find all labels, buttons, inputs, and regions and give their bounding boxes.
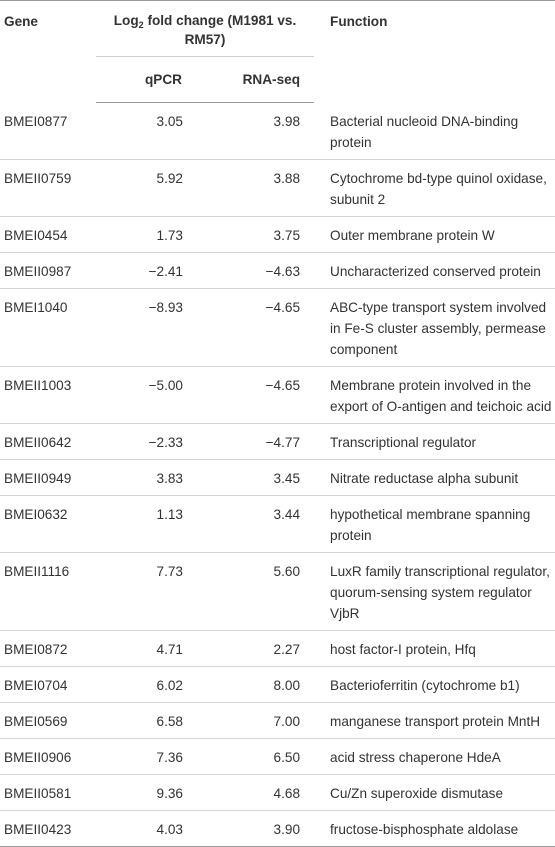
qpcr-cell: 7.73 [96, 552, 198, 630]
rnaseq-cell: −4.65 [198, 366, 314, 423]
gene-cell: BMEII0759 [0, 159, 96, 216]
rnaseq-cell: 3.88 [198, 159, 314, 216]
function-cell: Bacterial nucleoid DNA-binding protein [314, 103, 555, 160]
function-cell: Cytochrome bd-type quinol oxidase, subunit 2 [314, 159, 555, 216]
rnaseq-cell: 3.45 [198, 459, 314, 495]
qpcr-cell: 6.02 [96, 666, 198, 702]
gene-cell: BMEI1040 [0, 288, 96, 366]
table-row [0, 630, 555, 666]
function-cell: Cu/Zn superoxide dismutase [314, 774, 555, 810]
qpcr-cell: 4.71 [96, 630, 198, 666]
gene-cell: BMEI0877 [0, 103, 96, 160]
qpcr-cell: 4.03 [96, 810, 198, 846]
gene-cell: BMEI0569 [0, 702, 96, 738]
qpcr-cell: 3.83 [96, 459, 198, 495]
table-row [0, 552, 555, 630]
gene-cell: BMEII1116 [0, 552, 96, 630]
fold-change-prefix: Log [113, 13, 139, 28]
function-cell: fructose-bisphosphate aldolase [314, 810, 555, 846]
function-column-header: Function [314, 1, 555, 103]
function-cell: Nitrate reductase alpha subunit [314, 459, 555, 495]
table-row [0, 810, 555, 846]
gene-cell: BMEI0872 [0, 630, 96, 666]
function-cell: ABC-type transport system involved in Fe-S cluster assembly, permease component [314, 288, 555, 366]
gene-cell: BMEII1003 [0, 366, 96, 423]
qpcr-cell: 6.58 [96, 702, 198, 738]
function-cell: Bacterioferritin (cytochrome b1) [314, 666, 555, 702]
rnaseq-cell: 6.50 [198, 738, 314, 774]
qpcr-cell: 3.05 [96, 103, 198, 160]
table-row [0, 103, 555, 160]
gene-cell: BMEI0454 [0, 216, 96, 252]
table-header [0, 1, 555, 103]
function-cell: Outer membrane protein W [314, 216, 555, 252]
rnaseq-cell: 3.90 [198, 810, 314, 846]
function-cell: acid stress chaperone HdeA [314, 738, 555, 774]
fold-change-suffix: fold change (M1981 vs. RM57) [143, 13, 297, 47]
function-cell: manganese transport protein MntH [314, 702, 555, 738]
function-cell: Transcriptional regulator [314, 423, 555, 459]
function-cell: host factor-I protein, Hfq [314, 630, 555, 666]
rnaseq-column-header: RNA-seq [198, 57, 314, 103]
table-row [0, 288, 555, 366]
table-row [0, 366, 555, 423]
rnaseq-cell: 8.00 [198, 666, 314, 702]
qpcr-cell: 7.36 [96, 738, 198, 774]
gene-cell: BMEII0423 [0, 810, 96, 846]
table-row [0, 459, 555, 495]
gene-cell: BMEII0949 [0, 459, 96, 495]
fold-change-header [96, 1, 314, 57]
table-row [0, 252, 555, 288]
qpcr-cell: 5.92 [96, 159, 198, 216]
qpcr-cell: −8.93 [96, 288, 198, 366]
table-row [0, 423, 555, 459]
table-row [0, 774, 555, 810]
rnaseq-cell: 3.75 [198, 216, 314, 252]
table-row [0, 666, 555, 702]
gene-cell: BMEII0906 [0, 738, 96, 774]
table-row [0, 216, 555, 252]
gene-cell: BMEI0704 [0, 666, 96, 702]
rnaseq-cell: −4.63 [198, 252, 314, 288]
qpcr-cell: 1.13 [96, 495, 198, 552]
fold-change-subscript: 2 [138, 20, 144, 30]
rnaseq-cell: 3.98 [198, 103, 314, 160]
header-row [0, 1, 555, 57]
table-row [0, 495, 555, 552]
table-row [0, 702, 555, 738]
rnaseq-cell: −4.77 [198, 423, 314, 459]
rnaseq-cell: 5.60 [198, 552, 314, 630]
qpcr-cell: 1.73 [96, 216, 198, 252]
rnaseq-cell: 7.00 [198, 702, 314, 738]
gene-cell: BMEII0987 [0, 252, 96, 288]
qpcr-cell: −5.00 [96, 366, 198, 423]
table-row [0, 159, 555, 216]
gene-cell: BMEII0642 [0, 423, 96, 459]
rnaseq-cell: −4.65 [198, 288, 314, 366]
gene-cell: BMEI0632 [0, 495, 96, 552]
table-row [0, 738, 555, 774]
function-cell: hypothetical membrane spanning protein [314, 495, 555, 552]
gene-column-header: Gene [0, 1, 96, 103]
rnaseq-cell: 2.27 [198, 630, 314, 666]
qpcr-cell: 9.36 [96, 774, 198, 810]
rnaseq-cell: 3.44 [198, 495, 314, 552]
function-cell: LuxR family transcriptional regulator, quorum-sensing system regulator VjbR [314, 552, 555, 630]
qpcr-column-header: qPCR [96, 57, 198, 103]
function-cell: Uncharacterized conserved protein [314, 252, 555, 288]
qpcr-cell: −2.41 [96, 252, 198, 288]
qpcr-cell: −2.33 [96, 423, 198, 459]
function-cell: Membrane protein involved in the export of O-antigen and teichoic acid [314, 366, 555, 423]
gene-cell: BMEII0581 [0, 774, 96, 810]
table-body [0, 103, 555, 847]
rnaseq-cell: 4.68 [198, 774, 314, 810]
